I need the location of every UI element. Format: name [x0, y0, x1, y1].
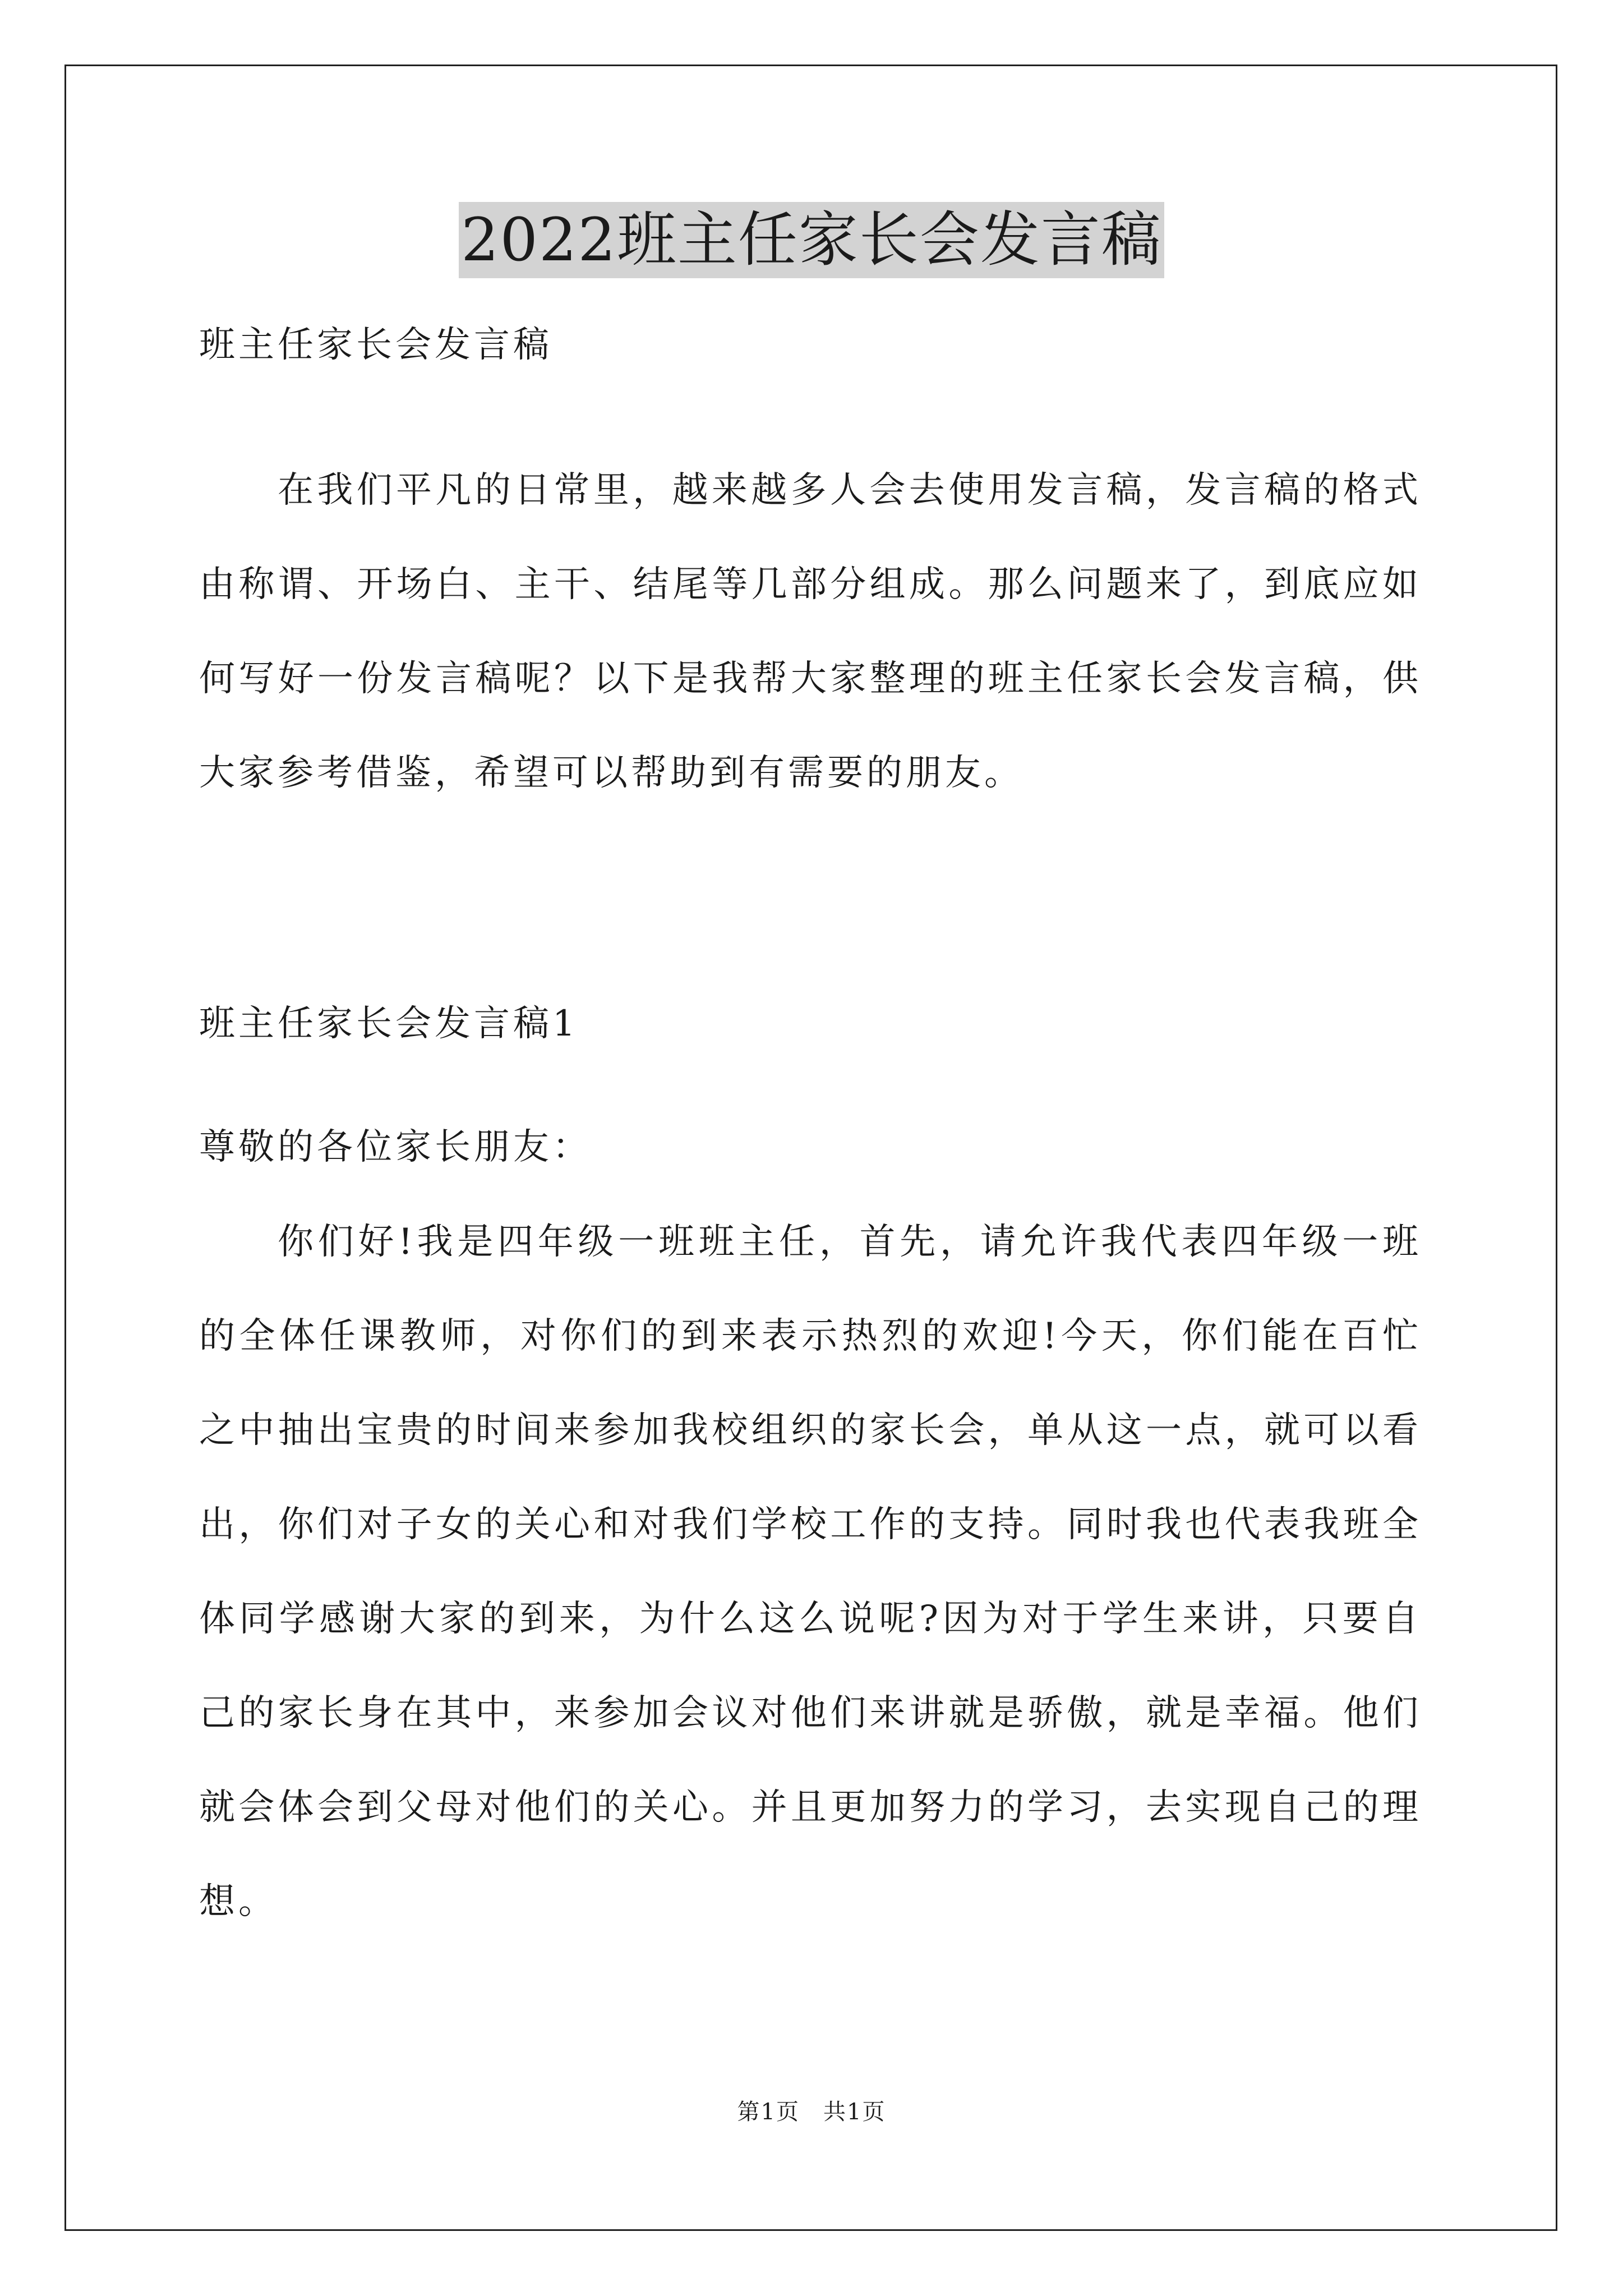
intro-paragraph-container [199, 443, 1422, 820]
body-paragraph-container [199, 1195, 1422, 1949]
salutation: 尊敬的各位家长朋友： [199, 1126, 592, 1168]
page-footer: 第1页 共1页 [737, 2099, 886, 2125]
section-heading-1: 班主任家长会发言稿1 [199, 1003, 579, 1045]
document-title: 2022班主任家长会发言稿 [459, 202, 1164, 278]
salutation-container [199, 1122, 1422, 1172]
section-heading-intro-container [199, 320, 1422, 370]
document-title-container [0, 202, 1623, 278]
body-paragraph: 你们好!我是四年级一班班主任，首先，请允许我代表四年级一班的全体任课教师，对你们的到来表示热烈的欢迎!今天，你们能在百忙之中抽出宝贵的时间来参加我校组织的家长会，单从这一点，就可以看出，你们对子女的关心和对我们学校工作的支持。同时我也代表我班全体同学感谢大家的到来，为什么这么说呢?因为对于学生来讲，只要自己的家长身在其中，来参加会议对他们来讲就是骄傲，就是幸福。他们就会体会到父母对他们的关心。并且更加努力的学习，去实现自己的理想。 [199, 1221, 1422, 1922]
section-heading-1-container [199, 999, 1422, 1049]
section-heading-intro: 班主任家长会发言稿 [199, 324, 552, 366]
intro-paragraph: 在我们平凡的日常里，越来越多人会去使用发言稿，发言稿的格式由称谓、开场白、主干、结尾等几部分组成。那么问题来了，到底应如何写好一份发言稿呢？以下是我帮大家整理的班主任家长会发言稿，供大家参考借鉴，希望可以帮助到有需要的朋友。 [199, 470, 1422, 794]
